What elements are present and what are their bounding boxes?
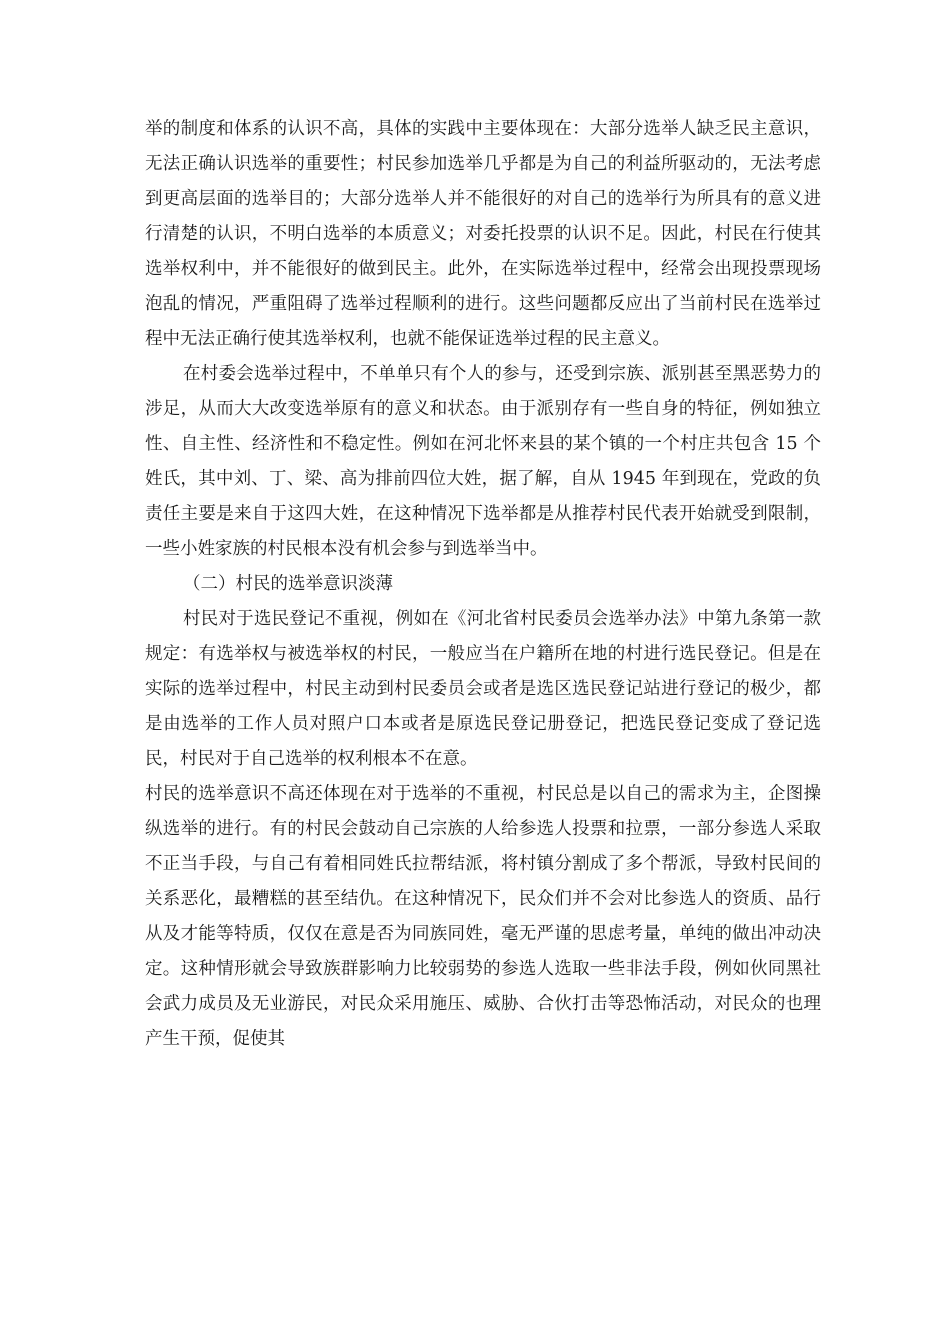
- paragraph-clan-influence: 在村委会选举过程中，不单单只有个人的参与，还受到宗族、派别甚至黑恶势力的涉足，从而大大改变选举原有的意义和状态。由于派别存有一些自身的特征，例如独立性、自主性、经济性和不稳定性。例如在河北怀来县的某个镇的一个村庄共包含 15 个姓氏，其中刘、丁、梁、高为排前四位大姓，据了解，自从 1945 年到现在，党政的负责任主要是来自于这四大姓，在这种情况下选举都是从推荐村民代表开始就受到限制，一些小姓家族的村民根本没有机会参与到选举当中。: [145, 364, 821, 559]
- section-heading: （二）村民的选举意识淡薄: [183, 574, 393, 594]
- paragraph-weak-awareness: 村民的选举意识不高还体现在对于选举的不重视，村民总是以自己的需求为主，企图操纵选举的进行。有的村民会鼓动自己宗族的人给参选人投票和拉票，一部分参选人采取不正当手段，与自己有着相同姓氏拉帮结派，将村镇分割成了多个帮派，导致村民间的关系恶化，最糟糕的甚至结仇。在这种情况下，民众们并不会对比参选人的资质、品行从及才能等特质，仅仅在意是否为同族同姓，毫无严谨的思虑考量，单纯的做出冲动决定。这种情形就会导致族群影响力比较弱势的参选人选取一些非法手段，例如伙同黑社会武力成员及无业游民，对民众采用施压、威胁、合伙打击等恐怖活动，对民众的也理产生干预，促使其: [145, 784, 821, 1049]
- document-body: [145, 112, 821, 1057]
- paragraph-voter-registration: 村民对于选民登记不重视，例如在《河北省村民委员会选举办法》中第九条第一款规定：有选举权与被选举权的村民，一般应当在户籍所在地的村进行选民登记。但是在实际的选举过程中，村民主动到村民委员会或者是选区选民登记站进行登记的极少，都是由选举的工作人员对照户口本或者是原选民登记册登记，把选民登记变成了登记选民，村民对于自己选举的权利根本不在意。: [145, 609, 821, 769]
- paragraph-continuation: 举的制度和体系的认识不高，具体的实践中主要体现在：大部分选举人缺乏民主意识，无法正确认识选举的重要性；村民参加选举几乎都是为自己的利益所驱动的，无法考虑到更高层面的选举目的；大部分选举人并不能很好的对自己的选举行为所具有的意义进行清楚的认识，不明白选举的本质意义；对委托投票的认识不足。因此，村民在行使其选举权利中，并不能很好的做到民主。此外，在实际选举过程中，经常会出现投票现场泡乱的情况，严重阻碍了选举过程顺利的进行。这些问题都反应出了当前村民在选举过程中无法正确行使其选举权利，也就不能保证选举过程的民主意义。: [145, 119, 821, 349]
